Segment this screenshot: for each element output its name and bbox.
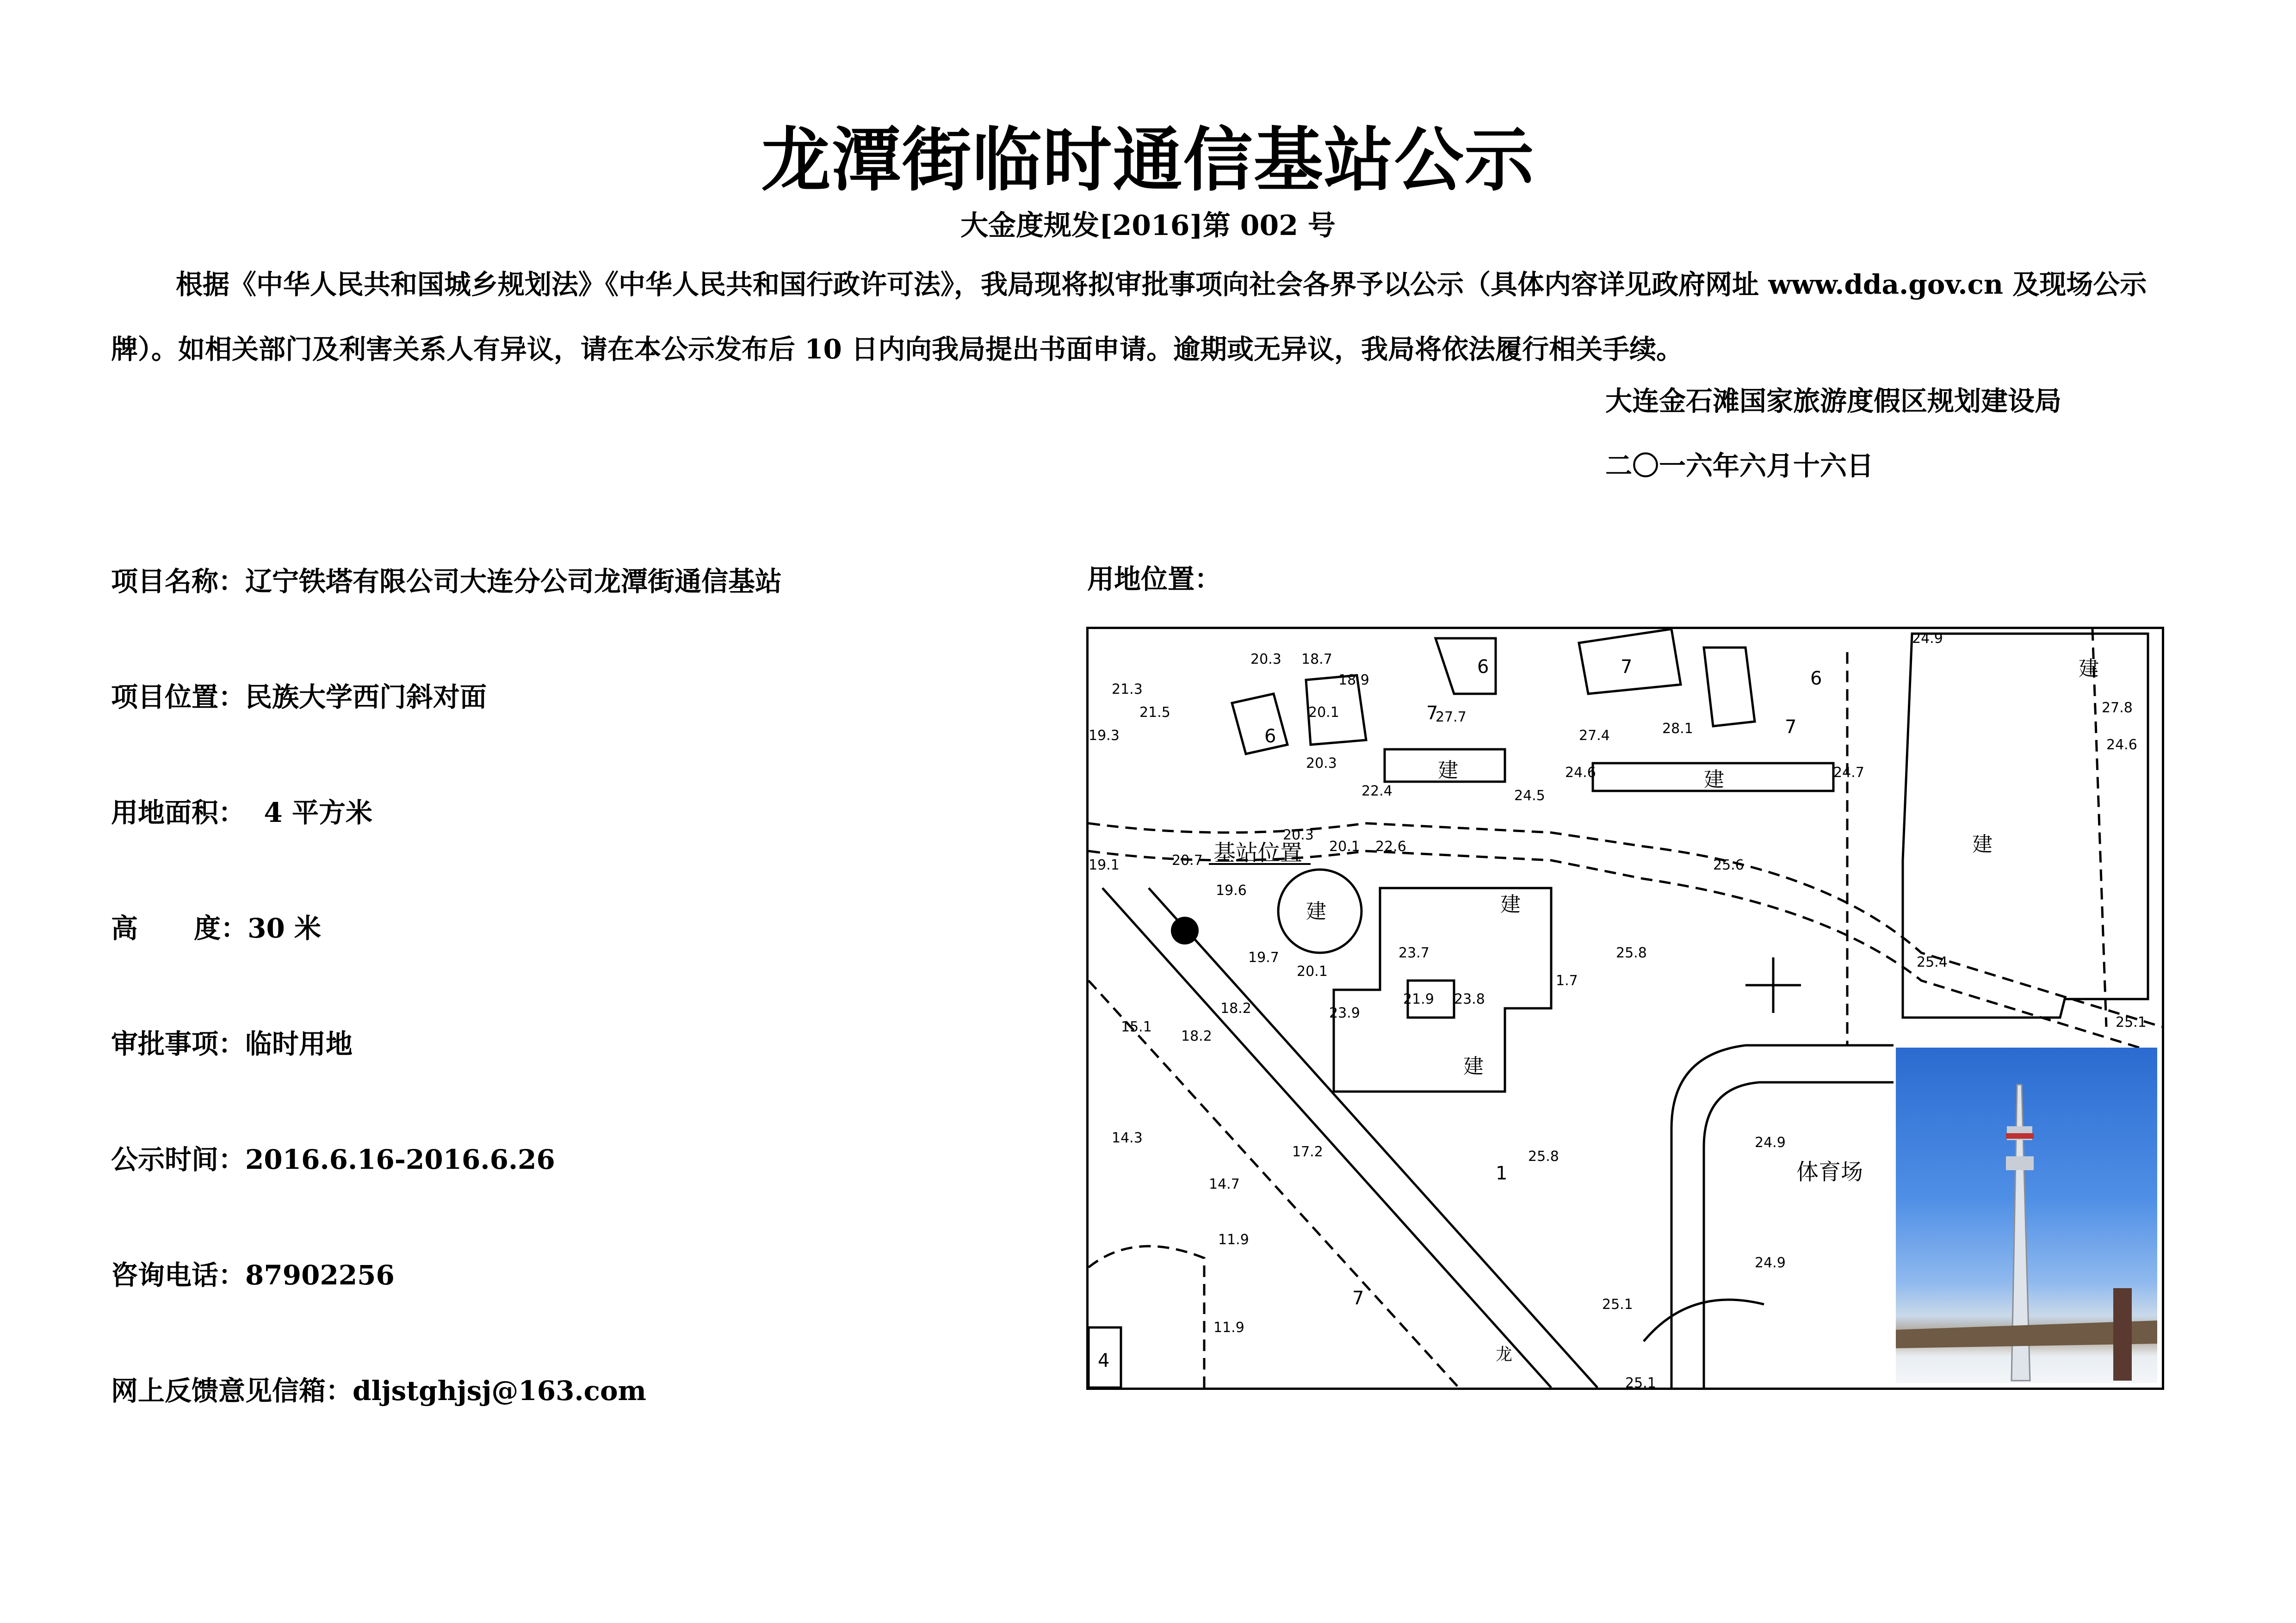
elevation-label: 23.8 <box>1454 991 1485 1007</box>
field-value: 4 平方米 <box>245 797 372 828</box>
building-label: 建 <box>1500 893 1521 916</box>
elevation-label: 27.4 <box>1579 728 1610 744</box>
building-label: 建 <box>1306 900 1326 923</box>
elevation-label: 20.3 <box>1250 651 1281 667</box>
elevation-label: 18.2 <box>1181 1028 1212 1044</box>
elevation-label: 25.8 <box>1528 1148 1559 1165</box>
field-feedback-email <box>111 1369 646 1408</box>
site-map <box>1086 627 2164 1390</box>
building-label: 建 <box>1438 759 1458 782</box>
stadium-track <box>1704 1082 1894 1388</box>
field-label: 项目位置： <box>111 681 246 713</box>
elevation-label: 20.3 <box>1306 755 1337 771</box>
road-line <box>1102 888 1551 1388</box>
announcement-body: 根据《中华人民共和国城乡规划法》《中华人民共和国行政许可法》，我局现将拟审批事项向社会各界予以公示（具体内容详见政府网址 www.dda.gov.cn 及现场公示牌）。如相关部门及利害关系人有异议，请在本公示发布后 10 日内向我局提出书面申请。逾期或无异议，我局将依法履行相关手续。 <box>111 269 2147 365</box>
elevation-label: 24.6 <box>1565 765 1596 781</box>
tower-illustration <box>1896 1048 2157 1383</box>
elevation-label: 22.4 <box>1362 783 1392 799</box>
elevation-label: 24.9 <box>1912 630 1943 647</box>
signboard <box>2113 1288 2132 1381</box>
field-label: 咨询电话： <box>111 1259 246 1291</box>
field-value: 2016.6.16-2016.6.26 <box>245 1144 555 1175</box>
elevation-label: 20.3 <box>1283 827 1314 843</box>
elevation-label: 17.2 <box>1292 1144 1323 1160</box>
elevation-label: 25.6 <box>1713 857 1744 873</box>
elevation-label: 19.3 <box>1089 728 1120 744</box>
floor-number: 1 <box>1496 1163 1508 1184</box>
field-value: 辽宁铁塔有限公司大连分公司龙潭街通信基站 <box>245 566 782 597</box>
field-label: 网上反馈意见信箱： <box>111 1375 353 1407</box>
elevation-label: 24.5 <box>1514 788 1545 804</box>
elevation-label: 11.9 <box>1218 1232 1249 1248</box>
elevation-label: 19.1 <box>1089 857 1120 873</box>
elevation-label: 20.1 <box>1308 704 1339 721</box>
floor-number: 6 <box>1477 656 1489 678</box>
building-outline <box>1232 694 1287 754</box>
elevation-label: 21.3 <box>1112 681 1143 697</box>
elevation-label: 21.9 <box>1403 991 1434 1007</box>
elevation-label: 20.1 <box>1329 839 1360 855</box>
floor-number: 6 <box>1810 668 1822 689</box>
building-label: 建 <box>2079 657 2099 680</box>
field-value: dljstghjsj@163.com <box>353 1375 647 1407</box>
field-label: 项目名称： <box>111 566 246 597</box>
elevation-label: 24.9 <box>1755 1255 1786 1271</box>
floor-number: 4 <box>1098 1350 1110 1371</box>
issuing-authority: 大连金石滩国家旅游度假区规划建设局 <box>1605 385 2062 417</box>
elevation-label: 20.7 <box>1172 852 1203 869</box>
elevation-label: 18.2 <box>1220 1000 1251 1017</box>
floor-number: 7 <box>1426 703 1438 724</box>
elevation-label: 25.1 <box>1625 1375 1656 1388</box>
field-label: 审批事项： <box>111 1028 246 1060</box>
building-label: 建 <box>1972 833 1993 856</box>
issue-date: 二〇一六年六月十六日 <box>1605 450 1874 481</box>
field-land-area <box>111 791 372 830</box>
field-height <box>111 907 321 945</box>
stadium-label: 体育场 <box>1796 1159 1863 1185</box>
building-label: 建 <box>1704 768 1724 791</box>
tower-stripe <box>2006 1133 2034 1139</box>
elevation-label: 28.1 <box>1662 721 1693 737</box>
elevation-label: 1.7 <box>1556 973 1578 989</box>
elevation-label: 24.7 <box>1833 765 1864 781</box>
map-label: 用地位置： <box>1087 563 1222 595</box>
elevation-label: 24.9 <box>1755 1135 1786 1151</box>
elevation-label: 15.1 <box>1121 1019 1152 1035</box>
elevation-label: 14.7 <box>1209 1176 1240 1192</box>
page-title: 龙潭街临时通信基站公示 <box>761 119 1535 201</box>
field-project-name <box>111 560 782 599</box>
station-label: 基站位置 <box>1213 840 1303 866</box>
road-line <box>2092 629 2106 1027</box>
road-label: 龙 <box>1496 1345 1513 1364</box>
elevation-label: 24.6 <box>2106 737 2137 753</box>
road-line <box>1149 888 1597 1388</box>
elevation-label: 22.6 <box>1375 839 1406 855</box>
field-value: 87902256 <box>245 1259 395 1291</box>
field-project-location <box>111 675 487 714</box>
elevation-label: 27.7 <box>1436 709 1467 725</box>
tower-photo <box>1896 1048 2157 1383</box>
base-station-marker <box>1171 917 1199 944</box>
document-number: 大金度规发[2016]第 002 号 <box>960 210 1336 242</box>
field-value: 30 米 <box>248 913 322 944</box>
elevation-label: 23.9 <box>1329 1005 1360 1021</box>
field-approval-item <box>111 1022 353 1061</box>
floor-number: 7 <box>1352 1288 1364 1309</box>
elevation-label: 25.1 <box>2116 1014 2147 1031</box>
field-value: 民族大学西门斜对面 <box>245 681 487 713</box>
elevation-label: 11.9 <box>1213 1320 1244 1336</box>
field-label: 公示时间： <box>111 1144 246 1175</box>
elevation-label: 19.7 <box>1248 950 1279 966</box>
road-line <box>1089 981 1459 1388</box>
floor-number: 7 <box>1785 716 1797 738</box>
elevation-label: 27.8 <box>2102 700 2133 716</box>
building-label: 建 <box>1463 1055 1484 1078</box>
elevation-label: 23.7 <box>1399 945 1430 961</box>
elevation-label: 25.4 <box>1917 954 1948 970</box>
floor-number: 6 <box>1264 726 1276 747</box>
elevation-label: 20.1 <box>1297 963 1328 980</box>
elevation-label: 25.1 <box>1602 1296 1633 1313</box>
building-outline <box>1704 648 1755 726</box>
elevation-label: 19.6 <box>1216 882 1247 899</box>
field-value: 临时用地 <box>245 1028 353 1060</box>
elevation-label: 18.7 <box>1301 651 1332 667</box>
building-outline <box>1334 888 1551 1092</box>
elevation-label: 14.3 <box>1112 1130 1143 1146</box>
field-label: 高 度： <box>111 913 248 944</box>
field-phone <box>111 1253 395 1292</box>
elevation-label: 25.8 <box>1616 945 1647 961</box>
field-label: 用地面积： <box>111 797 246 828</box>
elevation-label: 18.9 <box>1338 672 1369 688</box>
floor-number: 7 <box>1621 656 1633 678</box>
field-publicity-period <box>111 1138 555 1177</box>
antenna-platform <box>2006 1156 2034 1170</box>
elevation-label: 21.5 <box>1139 704 1170 721</box>
